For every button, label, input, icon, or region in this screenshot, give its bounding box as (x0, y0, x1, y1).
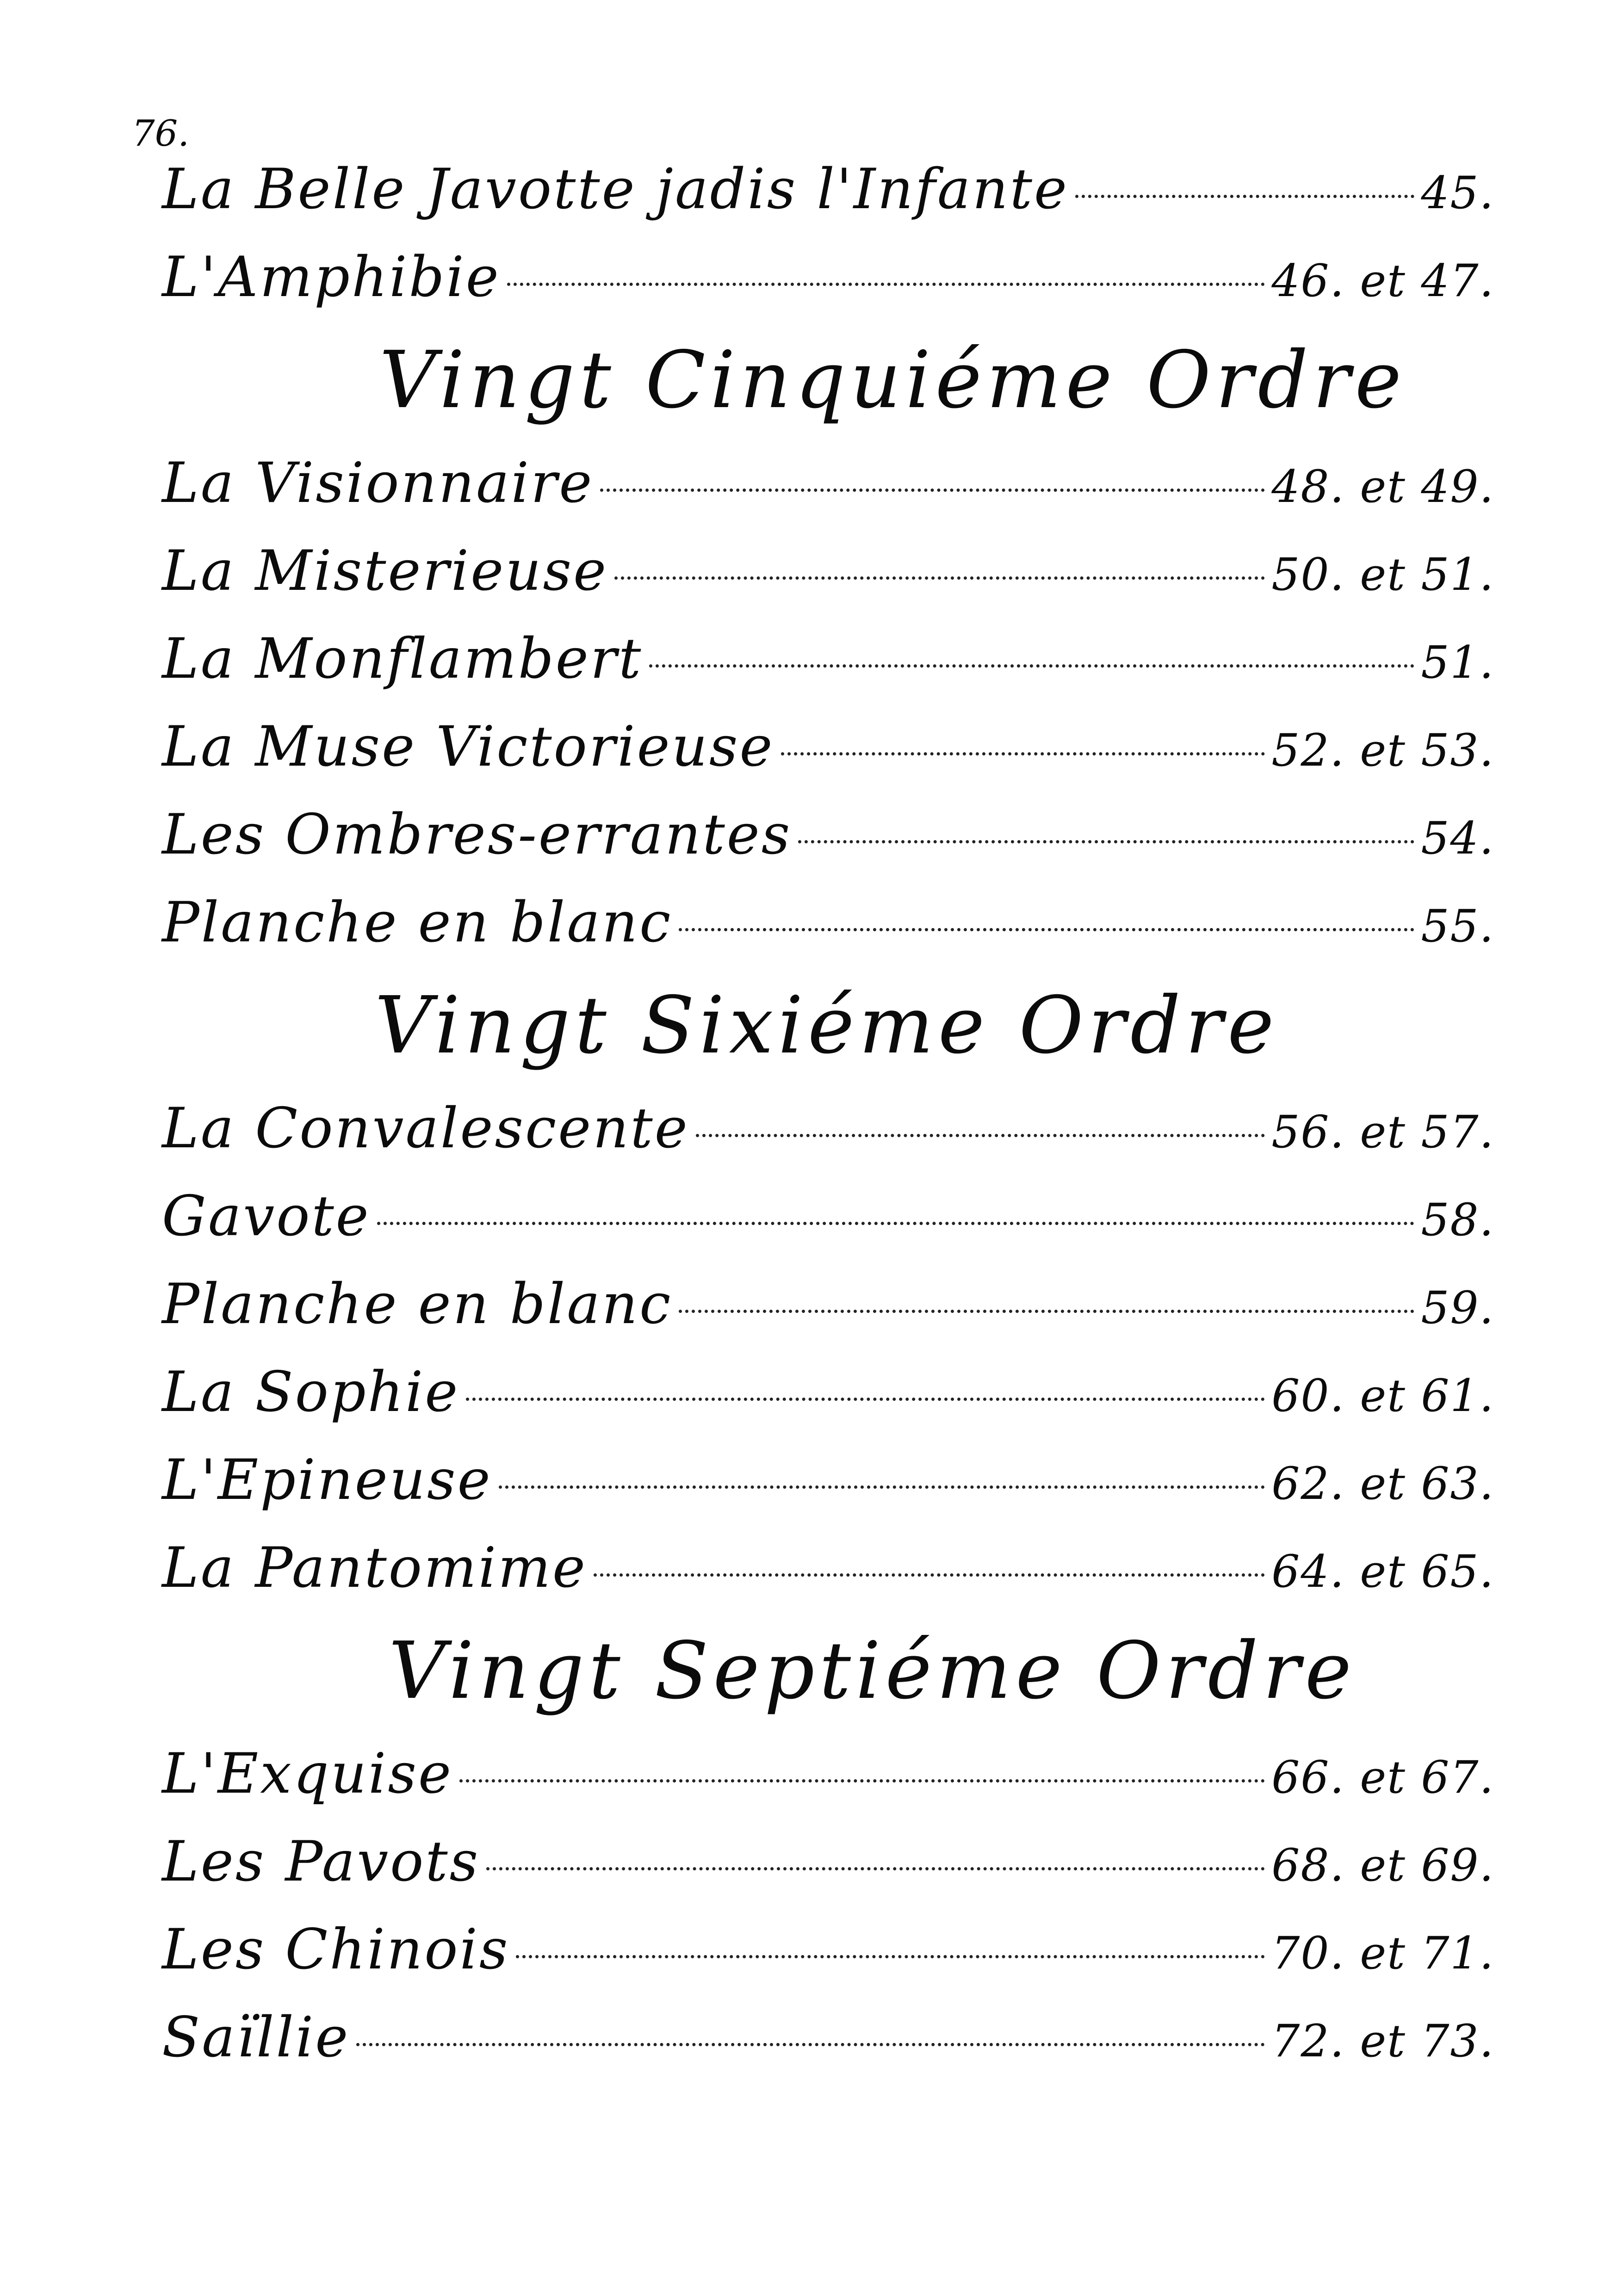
piece-title: La Pantomime (162, 1536, 587, 1600)
page-reference: 68. et 69. (1271, 1839, 1494, 1891)
dot-leader (486, 1867, 1265, 1870)
dot-leader (466, 1398, 1265, 1401)
ordre-heading: Vingt Cinquiéme Ordre (379, 334, 1406, 426)
piece-title: L'Epineuse (162, 1448, 492, 1512)
dot-leader (798, 840, 1414, 843)
toc-entry (162, 234, 1494, 322)
toc-entry (162, 1906, 1494, 1994)
piece-title: La Misterieuse (162, 539, 608, 603)
piece-title: Planche en blanc (162, 1272, 673, 1337)
piece-title: Les Pavots (162, 1830, 480, 1894)
toc-entry (162, 1349, 1494, 1436)
toc-entry (162, 1524, 1494, 1612)
dot-leader (594, 1573, 1265, 1577)
dot-leader (614, 576, 1265, 580)
piece-title: Saïllie (162, 2005, 350, 2070)
dot-leader (499, 1485, 1265, 1489)
page-reference: 70. et 71. (1271, 1927, 1494, 1979)
toc-entry (162, 615, 1494, 703)
toc-entry (162, 1818, 1494, 1906)
table-of-contents (162, 146, 1494, 2082)
piece-title: Les Ombres-errantes (162, 803, 792, 867)
dot-leader (781, 752, 1265, 755)
piece-title: La Convalescente (162, 1096, 689, 1161)
page-reference: 59. (1421, 1282, 1494, 1334)
dot-leader (459, 1779, 1265, 1782)
piece-title: L'Exquise (162, 1742, 453, 1806)
dot-leader (696, 1134, 1265, 1137)
piece-title: L'Amphibie (162, 245, 501, 309)
page-reference: 56. et 57. (1271, 1106, 1494, 1158)
dot-leader (679, 928, 1414, 931)
dot-leader (516, 1955, 1265, 1958)
page-reference: 72. et 73. (1271, 2015, 1494, 2067)
piece-title: La Visionnaire (162, 451, 594, 515)
toc-entry (162, 1436, 1494, 1524)
page-reference: 46. et 47. (1271, 255, 1494, 307)
dot-leader (507, 283, 1265, 286)
page-reference: 64. et 65. (1271, 1546, 1494, 1597)
page-reference: 62. et 63. (1271, 1458, 1494, 1510)
page-reference: 45. (1421, 167, 1494, 219)
piece-title: La Sophie (162, 1360, 460, 1424)
page-reference: 66. et 67. (1271, 1751, 1494, 1803)
toc-entry (162, 791, 1494, 879)
page-reference: 50. et 51. (1271, 549, 1494, 600)
dot-leader (356, 2043, 1265, 2046)
toc-entry (162, 1173, 1494, 1261)
piece-title: La Belle Javotte jadis l'Infante (162, 157, 1069, 222)
piece-title: Planche en blanc (162, 891, 673, 955)
toc-entry (162, 1261, 1494, 1349)
toc-entry (162, 1994, 1494, 2082)
page-reference: 58. (1421, 1194, 1494, 1246)
piece-title: La Monflambert (162, 627, 643, 691)
dot-leader (649, 664, 1414, 668)
piece-title: Les Chinois (162, 1918, 510, 1982)
page-reference: 51. (1421, 637, 1494, 688)
piece-title: Gavote (162, 1184, 371, 1249)
toc-entry (162, 146, 1494, 234)
toc-entry (162, 703, 1494, 791)
page-reference: 48. et 49. (1271, 461, 1494, 513)
toc-entry (162, 439, 1494, 527)
ordre-heading: Vingt Sixiéme Ordre (375, 980, 1279, 1071)
dot-leader (377, 1222, 1415, 1225)
page-reference: 55. (1421, 900, 1494, 952)
page-reference: 54. (1421, 812, 1494, 864)
page-reference: 60. et 61. (1271, 1370, 1494, 1422)
toc-entry (162, 879, 1494, 967)
dot-leader (600, 489, 1265, 492)
dot-leader (679, 1310, 1414, 1313)
toc-entry (162, 1730, 1494, 1818)
piece-title: La Muse Victorieuse (162, 715, 774, 779)
dot-leader (1075, 195, 1414, 198)
ordre-heading: Vingt Septiéme Ordre (389, 1625, 1357, 1717)
toc-entry (162, 1085, 1494, 1173)
page-reference: 52. et 53. (1271, 724, 1494, 776)
page-number: 76. (132, 113, 190, 155)
toc-entry (162, 527, 1494, 615)
